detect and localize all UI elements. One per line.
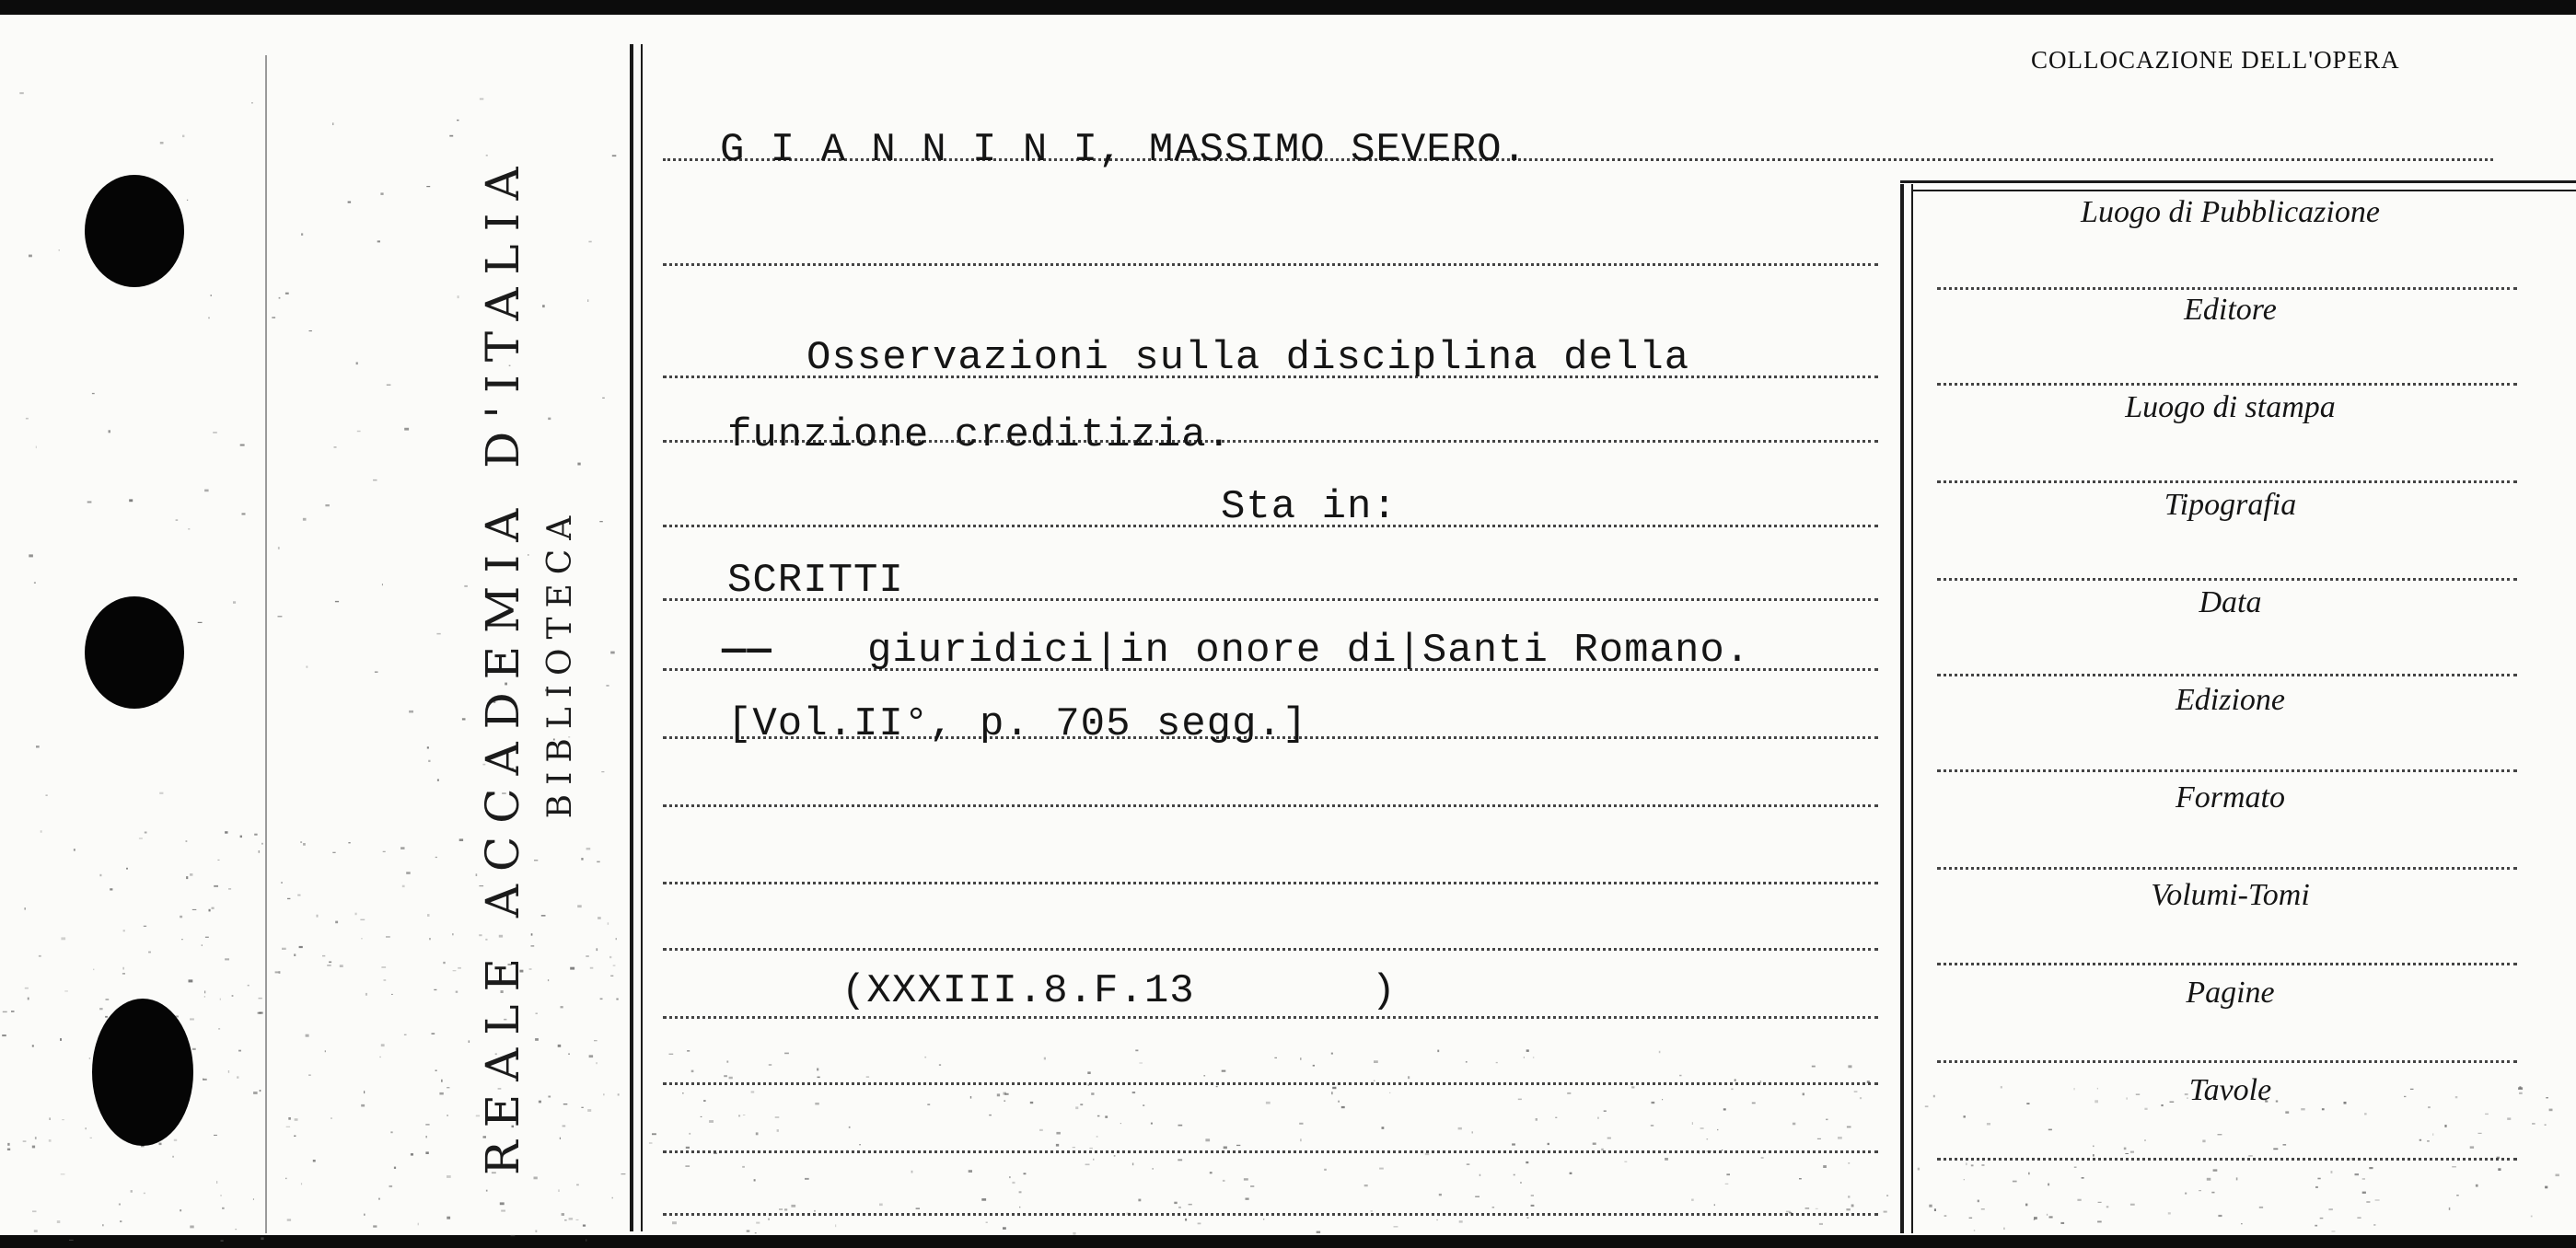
field-pagine: Pagine [2186, 976, 2275, 1010]
field-rule-1 [1937, 287, 2517, 290]
entry-rule-14 [663, 1150, 1878, 1153]
field-rule-10 [1937, 1158, 2517, 1161]
right-box-top-rule [1900, 180, 2576, 183]
right-box-rule-inner [1911, 184, 1913, 1233]
field-editore: Editore [2184, 293, 2277, 327]
institution-name: REALE ACCADEMIA D'ITALIA [476, 154, 529, 1175]
location-label: COLLOCAZIONE DELL'OPERA [2031, 46, 2400, 74]
field-formato: Formato [2176, 780, 2285, 815]
shelfmark: (XXXIII.8.F.13 ) [841, 968, 1397, 1014]
entry-rule-10 [663, 882, 1878, 884]
series-line: giuridici|in onore di|Santi Romano. [867, 628, 1751, 674]
punch-hole-top [85, 175, 184, 287]
field-luogo-stampa: Luogo di stampa [2125, 390, 2336, 424]
field-rule-7 [1937, 867, 2517, 870]
entry-rule-2 [663, 263, 1878, 266]
field-tipografia: Tipografia [2164, 488, 2297, 522]
field-tavole: Tavole [2188, 1073, 2272, 1107]
title-line-1: Osservazioni sulla disciplina della [806, 335, 1690, 381]
stub-fold-line [265, 55, 267, 1233]
punch-hole-middle [85, 596, 184, 709]
entry-rule-12 [663, 1016, 1878, 1019]
in-label: Sta in: [1221, 484, 1398, 530]
entry-rule-11 [663, 948, 1878, 951]
field-luogo-pubblicazione: Luogo di Pubblicazione [2081, 195, 2380, 229]
field-volumi-tomi: Volumi-Tomi [2151, 878, 2310, 912]
left-margin-rule-outer [630, 44, 633, 1231]
volume-line: [Vol.II°, p. 705 segg.] [727, 701, 1308, 747]
punch-hole-bottom [92, 999, 193, 1146]
field-rule-3 [1937, 480, 2517, 483]
field-rule-9 [1937, 1060, 2517, 1063]
field-rule-2 [1937, 383, 2517, 386]
field-rule-6 [1937, 769, 2517, 772]
library-label: BIBLIOTECA [541, 506, 579, 819]
entry-rule-9 [663, 804, 1878, 807]
field-edizione: Edizione [2176, 683, 2285, 717]
entry-rule-15 [663, 1213, 1878, 1216]
author-line: G I A N N I N I, MASSIMO SEVERO. [720, 127, 1527, 173]
right-box-rule-outer [1900, 184, 1904, 1233]
left-margin-rule-inner [641, 44, 643, 1231]
field-data: Data [2199, 585, 2262, 619]
right-box-top-rule-2 [1911, 190, 2576, 191]
field-rule-5 [1937, 674, 2517, 676]
series-dash: —— [722, 628, 772, 674]
title-line-2: funzione creditizia. [727, 412, 1233, 458]
series-title: SCRITTI [727, 558, 904, 604]
entry-rule-13 [663, 1082, 1878, 1085]
field-rule-8 [1937, 963, 2517, 965]
field-rule-4 [1937, 578, 2517, 581]
